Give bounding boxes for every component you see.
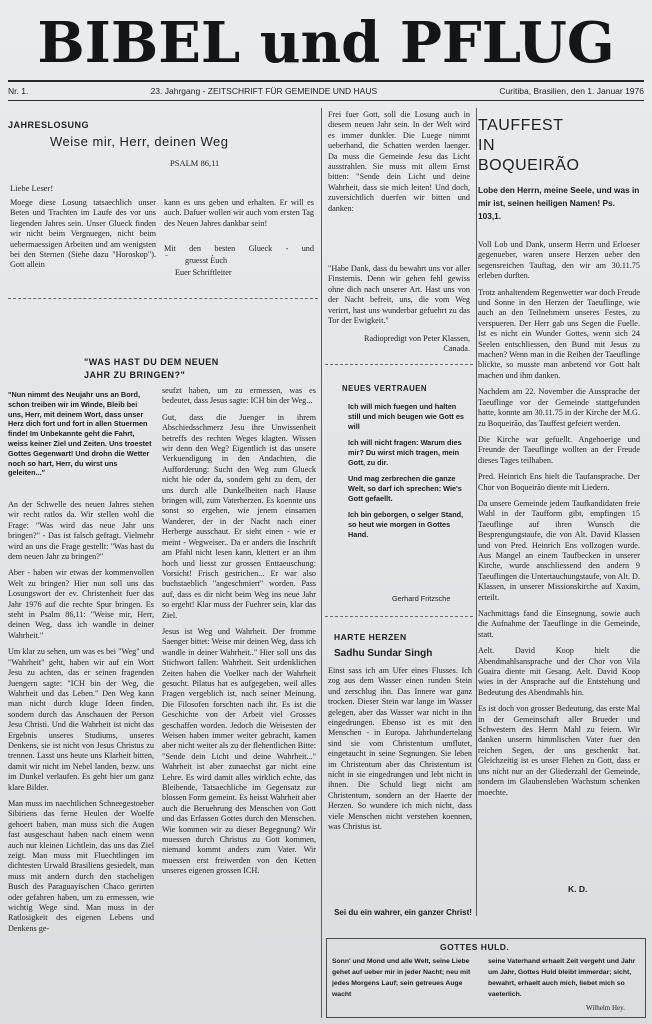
tauffest-title-line-1: TAUFFEST: [478, 117, 564, 134]
losung-continued-text: Frei fuer Gott, soll die Losung auch in diesem neuen Jahr sein. In der Welt wird es immer dunkler. Die Luege nimmt ueberhand, die Schatten werden laenger. Da muss die Gemeinde Jesu das Licht ausstrahlen. Sie muss mit allem Ernst bitten: "Sende dein Licht und deine Wahrheit, dass sie mich leiten! Und doch, zuversichtlich duerfen wir bitten und danken:: [328, 110, 470, 213]
masthead-title: BIBEL und PFLUG: [37, 10, 615, 76]
jahreslosung-signature: Euer Schriftleiter: [175, 268, 232, 277]
was-hast-paragraph: Aber - haben wir etwas der kommenvollen Welt zu bringen? Hier nun soll uns das Losungswort der ev. Christenheit fuer das Jahr 1976 auf die rechte Spur bringen. Es steht in Psalm 86,11: "Weise mir, Herr, deinen Weg, dass ich wandle in deiner Wahrheit.": [8, 568, 154, 640]
issue-number: Nr. 1.: [8, 86, 29, 96]
jahreslosung-label: JAHRESLOSUNG: [8, 120, 90, 130]
harte-herzen-label: HARTE HERZEN: [334, 632, 407, 642]
was-hast-title-line-1: "WAS HAST DU DEM NEUEN: [84, 357, 219, 367]
tauffest-paragraph: Nachdem am 22. November die Aussprache der Taeuflinge vor der Gemeinde stattgefunden hatte, konnte am 30.11.75 in der Kirche der M.G. zu Boqueirão, das Tauffest gefeiert werden.: [478, 387, 640, 428]
jahreslosung-body-2: kann es uns geben und erhalten. Er will es auch. Dafuer wollen wir auch vom ersten Tag des Neuen Jahres dankbar sein!: [164, 198, 314, 228]
was-hast-paragraph: An der Schwelle des neuen Jahres stehen wir recht ratlos da. Wir stellen wohl die Frage: "Was wird das neue Jahr uns bringen?" - Das ist falsch gefragt. Vielmehr wird an uns die Frage gestellt: "Was hast du dem neuen Jahr zu bringen?": [8, 500, 154, 562]
tauffest-body: [478, 240, 640, 870]
separator-jahreslosung: [8, 298, 318, 299]
neues-vertrauen-poem: [348, 402, 470, 546]
neues-vertrauen-author: Gerhard Fritzsche: [392, 594, 451, 603]
was-hast-paragraph: Um klar zu sehen, um was es bei "Weg" und "Wahrheit" geht, haben wir auf ein Wort Jesu zu achten, das er seinen fragenden Juengern sagte: "ICH bin der Weg, die Wahrheit und das Leben." Den Weg kann man nicht durch kluge Ideen finden, sondern durch das Anschauen der Person Jesu Christi. Und die Wahrheit ist nicht das Ergebnis unseres Studiums, unseres Denkens, sie ist nicht von Jesus Christus zu trennen. Lasst uns heute uns Klarheit bitten, damit wir nicht im Nebel landen, bezw. uns im Dunkel verlaufen. Es geht hier um ganz klare Bilder.: [8, 647, 154, 792]
jahreslosung-greeting: Mit den besten Glueck - und: [164, 244, 314, 253]
issue-info-line: [8, 86, 644, 96]
gottes-huld-label: GOTTES HULD.: [440, 942, 510, 952]
separator-vertrauen: [325, 616, 473, 617]
poem-stanza: Ich will nicht fragen: Warum dies mir? Du wirst mich tragen, mein Gott, zu dir.: [348, 438, 462, 467]
masthead-rule-top: [8, 80, 644, 82]
harte-herzen-subtitle: Sadhu Sundar Singh: [334, 648, 433, 659]
tauffest-paragraph: Aelt. David Koop hielt die Abendmahlsansprache und der Chor von Vila Guaira diente mit Gesang. Aelt. David Koop wies in der Ansprache auf die Entstehung und Bedeutung des Abendmahls hin.: [478, 646, 640, 697]
tauffest-paragraph: Pred. Heinrich Ens hielt die Taufansprache. Der Chor von Boqueirão diente mit Liedern.: [478, 472, 640, 492]
was-hast-paragraph: Jesus ist Weg und Wahrheit. Der fromme Saenger bittet: Weise mir deinen Weg, dass ich wandle in deiner Wahrheit.." Hier soll uns das Stichwort fallen: Wahrheit. Seit urdenklichen Zeiten haben die Voelker nach der Wahrheit gesucht. Pilatus hat es aufgegeben, weil alles Fragen vergeblich ist, nach seiner Meinung. Die Filosofen forschten nach ihr. Es ist die Geschichte von der Arbeit viel Grosses geschaffen worden. Jedoch die Weisesten der Weisen haben immer weiter gebracht, kamen aber nicht weiter als zu der flehentlichen Bitte: "Sende dein Licht und deine Wahrheit..." Wahrheit ist aber zunaechst gar nicht eine Lehre. Es wird damit alles wirklich echte, das Bleibende, Tatsaechliche im Gegensatz zur blossen Form gemeint. Es heisst Wahrheit aber auch die Beruehrung des Menschen von Gott und das Erfassen Gottes durch den Menschen. Wie kommen wir zu dieser Begegnung? Wir muessen durch Christus zu Gott kommen, niemand kommt anders zum Vater. Wir muessen erst freiwerden von den Ketten unseres eigenen grossen ICH.: [162, 626, 316, 876]
harte-herzen-closing: Sei du ein wahrer, ein ganzer Christ!: [334, 908, 472, 917]
column-rule-right: [476, 108, 477, 916]
was-hast-column-2: [162, 386, 316, 1016]
was-hast-poem: "Nun nimmt des Neujahr uns an Bord, schon treiben wir im Winde, Bleib bei uns, Herr, mit deinem Wort, dass unser Herz dich fort und fort in allen Stuermen finde! Im Unbekannte geht die Fahrt, weiss keiner Ziel und Zeiten. Uns troestet Gottes Gegenwart! Und drohn die Wetter noch so hart, Herr, du wirst uns geleiten...": [8, 390, 152, 478]
harte-herzen-body: Einst sass ich am Ufer eines Flusses. Ich zog aus dem Wasser einen runden Stein und zerschlug ihn. Das Innere war ganz trocken. Dieser Stein war lange im Wasser gelegen, aber das Wasser war nicht in ihn eingedrungen. Ebenso ist es mit den Menschen - in Europa. Jahrhundertelang sind sie vom Christentum umflutet, eingetaucht in seine Segnungen. Sie leben im Christentum aber das Christentum ist nicht in sie eingedrungen und lebt nicht in ihnen. Die Schuld liegt nicht am Christentum, sondern an der Haerte der Herzen. So wundere ich mich nicht, dass viele Menschen nicht verstehen koennen, was Christus ist.: [328, 666, 472, 832]
jahreslosung-salutation: Liebe Leser!: [10, 183, 54, 193]
tauffest-paragraph: Voll Lob und Dank, unserm Herrn und Erloeser gegenueber, waren unsere Herzen ueber den segensreichen Tauftag, den wir am 30.11.75 erleben durften.: [478, 240, 640, 281]
tauffest-title: [478, 116, 579, 176]
jahreslosung-reference: PSALM 86,11: [170, 158, 220, 168]
issue-subtitle: 23. Jahrgang - ZEITSCHRIFT FÜR GEMEINDE UND HAUS: [150, 86, 378, 96]
tauffest-verse: Lobe den Herrn, meine Seele, und was in mir ist, seinen heiligen Namen! Ps. 103,1.: [478, 185, 640, 221]
tauffest-paragraph: Die Kirche war gefuellt. Angehoerige und Freunde der Taeuflinge wollten an der Freude dieses Tages teilhaben.: [478, 434, 640, 465]
was-hast-paragraph: Man muss im naechtlichen Schneegestoeber Sibiriens das ferne Heulen der Woelfe gehoert haben, man muss sich die Augen fast ausgeschaut haben nach einem wenn auch nur kleinen Lichtlein, das uns das Ziel zeigt. Man muss mit Fluechtlingen im dichtesten Urwald Brasiliens gesiedelt, man muss mit andern durch den stacheligen Busch des Paraguayischen Chaco gerirten oder gefahren haben, um zu ermessen, wie wichtig Wege sind. Man muss in der Ratlosigkeit des eigenen Lebens und Denkens ge-: [8, 798, 154, 933]
losung-prayer-text: "Habe Dank, dass du bewahrt uns vor aller Finsternis. Denn wir gehen fehl gewiss ohne dich nach unserer Art. Hast uns von der Nacht befreit, uns, die vom Weg verirrt, hast uns wunderbar gefuehrt zu das Tor der Ewigkeit.": [328, 264, 470, 326]
was-hast-paragraph: seufzt haben, um zu ermessen, was es bedeutet, dass Jesus sagte: ICH bin der Weg...: [162, 386, 316, 406]
poem-stanza: Ich bin geborgen, o selger Stand, so heut wie morgen in Gottes Hand.: [348, 510, 464, 539]
neues-vertrauen-label: NEUES VERTRAUEN: [342, 384, 428, 393]
was-hast-title: [84, 356, 219, 382]
tauffest-paragraph: Trotz anhaltendem Regenwetter war doch Freude und Sonne in den Herzen der Taeuflinge, wie auch an den Teilnehmern unseres Festes, zu verspueren. Der Herr gab uns Segen die Fuelle. Ist es nicht ein Wunder Gottes, wenn sich 24 Seelen entschliessen, den Bund mit Jesus zu machen? Wenn man in die Reihen der Taeuflinge blickte, so musste man anbetend vor Gott halt machen und ihm danken.: [478, 287, 640, 380]
tauffest-paragraph: Da unsere Gemeinde jedem Taufkandidaten freie Wahl in der Taufform gibt, empfingen 15 Taeuflinge auf ihren Wunsch die Besprengungstaufe, die von Alt. David Klassen und von Pred. Heinrich Ens vollzogen wurde. Aus Mangel an einem Taufbecken in unserer Kirche, wurde anschliessend den andern 9 Taeuflingen die Untertauchungstaufe, von Alt. D. Klassen, in unserer Missionskirche auf Xaxim, erteilt.: [478, 498, 640, 602]
gottes-huld-author: Wilhelm Hey.: [586, 1004, 625, 1012]
jahreslosung-verse: Weise mir, Herr, deinen Weg: [50, 134, 229, 149]
gottes-huld-left: Sonn' und Mond und alle Welt, seine Liebe gehet auf ueber mir in jeder Nacht; neu mit jedes Morgens Lauf; sein getreues Auge wacht: [332, 958, 471, 998]
jahreslosung-body: Moege diese Losung tatsaechlich unser Beten und Trachten im Laufe des vor uns liegenden Jahres sein. Unser Glueck finden wir nicht beim Vergnuegen, nicht beim uebermaessigen Arbeiten und am wenigsten bei den Sternen (Siehe dazu "Horoskop"). Gott allein: [10, 198, 156, 270]
tauffest-title-line-2: IN: [478, 137, 495, 154]
poem-stanza: Ich will mich fuegen und halten still und mich beugen wie Gott es will: [348, 402, 464, 431]
poem-stanza: Und mag zerbrechen die ganze Welt, so darf ich sprechen: Wie's Gott gefaellt.: [348, 474, 462, 503]
was-hast-paragraph: Gut, dass die Juenger in ihrem Abschiedsschmerz Jesu ihre Unwissenheit betreffs des rechten Weges klagten. Wissen wir denn den Weg? Eigentlich ist das unsere Verkuendigung in den Andachten, die Aufforderung: Sucht den Weg zum Glueck nicht hie oder da, sondern geht zu dem, der uns durch alle Dunkelheiten nach Hause bringen will, zum Vaterherzen. Es koennte uns sonst so ergehen, wie jenem einsamen Wanderer, der in der Nacht nach einer Herberge ausschaut. Er sieht einen - wie er meint - Wegweiser.. Da er anders die Inschrift am Pfahl nicht lesen kann, klettert er an ihm hoch und liesst zur grossen Enttaeuschung: Vorsicht! Frisch gestrichen... Er war also buchstaeblich "angeschmiert" worden. Pass auf, dass es dir nicht beim Weg ins neue Jahr so ergeht! Klar muss der Fuehrer sein, klar das Ziel.: [162, 412, 316, 620]
tauffest-paragraph: Nachmittags fand die Einsegnung, sowie auch die Aufnahme der Taeuflinge in die Gemeinde, statt.: [478, 609, 640, 639]
separator-column3: [325, 364, 473, 365]
was-hast-title-line-2: JAHR ZU BRINGEN?": [84, 370, 186, 380]
was-hast-column-1: [8, 500, 154, 1016]
jahreslosung-greeting-2: gruesst Euch: [185, 256, 228, 265]
issue-place-date: Curitiba, Brasilien, den 1. Januar 1976: [499, 86, 644, 96]
tauffest-title-line-3: BOQUEIRÃO: [478, 157, 580, 174]
column-rule-middle: [321, 108, 322, 1018]
gottes-huld-right: seine Vaterhand erhaelt Zeit vergeht und Jahr um Jahr, Gottes Huld bleibt immerdar; sicht, bewahrt, erhaelt auch mich, liebet mich so vaeterlich.: [488, 958, 636, 998]
tauffest-signature: K. D.: [568, 884, 588, 894]
radiopredigt-signature: Radiopredigt von Peter Klassen, Canada.: [364, 334, 470, 354]
masthead-rule-bottom: [8, 100, 644, 101]
tauffest-paragraph: Es ist doch von grosser Bedeutung, das erste Mal in der Gemeinschaft aller Brueder und Schwestern des Herrn Mahl zu feiern. Wir danken unserm himmlischen Vater fuer den reichen Segen, der uns geschenkt hat. Gleichzeitig ist es unser Flehen zu Gott, dass er uns nicht nur an der Gliederzahl der Gemeinde, sondern im Glaubensleben Wachstum schenken moechte.: [478, 704, 640, 797]
